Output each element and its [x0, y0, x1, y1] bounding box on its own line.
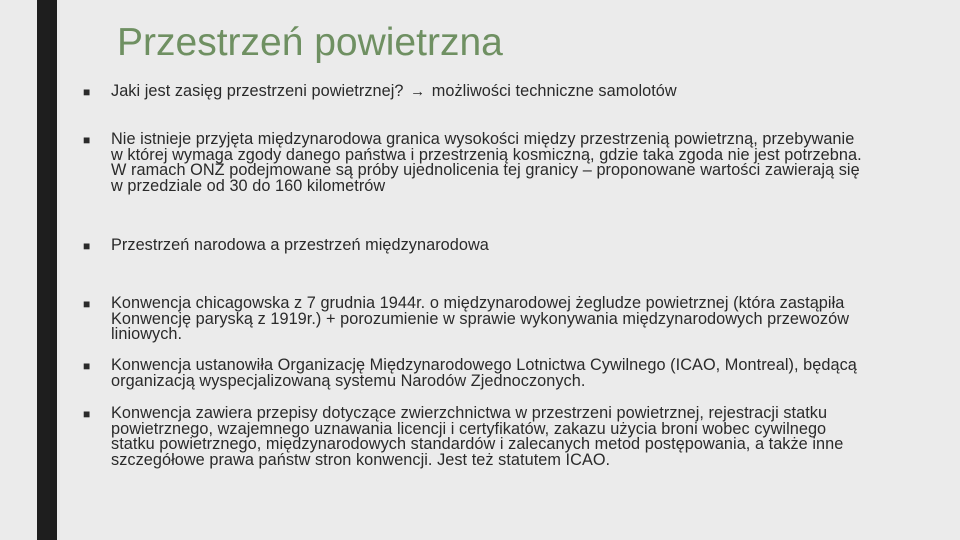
bullet-text: Konwencja ustanowiła Organizację Międzynarodowego Lotnictwa Cywilnego (ICAO, Montreal), będącą organizacją wyspecjalizowaną systemu Narodów Zjednoczonych.	[111, 356, 857, 390]
bullet-text: Konwencja chicagowska z 7 grudnia 1944r. o międzynarodowej żegludze powietrznej (która zastąpiła Konwencję paryską z 1919r.) + porozumienie w sprawie wykonywania międzynarodowych przewozów liniowych.	[111, 294, 850, 344]
bullet-marker-icon: ■	[83, 239, 91, 253]
bullet-marker-icon: ■	[83, 297, 91, 311]
left-accent-bar	[37, 0, 57, 540]
bullet-marker-icon: ■	[83, 85, 91, 99]
bullet-item-3	[83, 238, 863, 254]
bullet-item-6	[83, 406, 863, 469]
bullet-text: Przestrzeń narodowa a przestrzeń międzynarodowa	[111, 236, 489, 254]
bullet-item-1	[83, 84, 863, 100]
slide-title: Przestrzeń powietrzna	[117, 21, 503, 64]
bullet-marker-icon: ■	[83, 359, 91, 373]
bullet-text: Nie istnieje przyjęta międzynarodowa granica wysokości między przestrzenią powietrzną, przebywanie w której wymaga zgody danego państwa i przestrzenią kosmiczną, gdzie taka zgoda nie jest potrzebna. W ramach ONZ podejmowane są próby ujednolicenia tej granicy – proponowane wartości zawierają się w przedziale od 30 do 160 kilometrów	[111, 130, 862, 196]
arrow-right-icon: →	[410, 83, 426, 100]
bullet-item-4	[83, 296, 863, 343]
bullet-text: Konwencja zawiera przepisy dotyczące zwierzchnictwa w przestrzeni powietrznej, rejestracji statku powietrznego, wzajemnego uznawania licencji i certyfikatów, zakazu użycia broni wobec cywilnego statku powietrznego, międzynarodowych standardów i zalecanych metod postępowania, a także inne szczegółowe prawa państw stron konwencji. Jest też statutem ICAO.	[111, 404, 844, 470]
bullet-text: Jaki jest zasięg przestrzeni powietrznej? → możliwości techniczne samolotów	[111, 82, 677, 100]
bullet-marker-icon: ■	[83, 407, 91, 421]
bullet-item-2	[83, 132, 863, 195]
bullet-marker-icon: ■	[83, 133, 91, 147]
bullet-item-5	[83, 358, 863, 389]
